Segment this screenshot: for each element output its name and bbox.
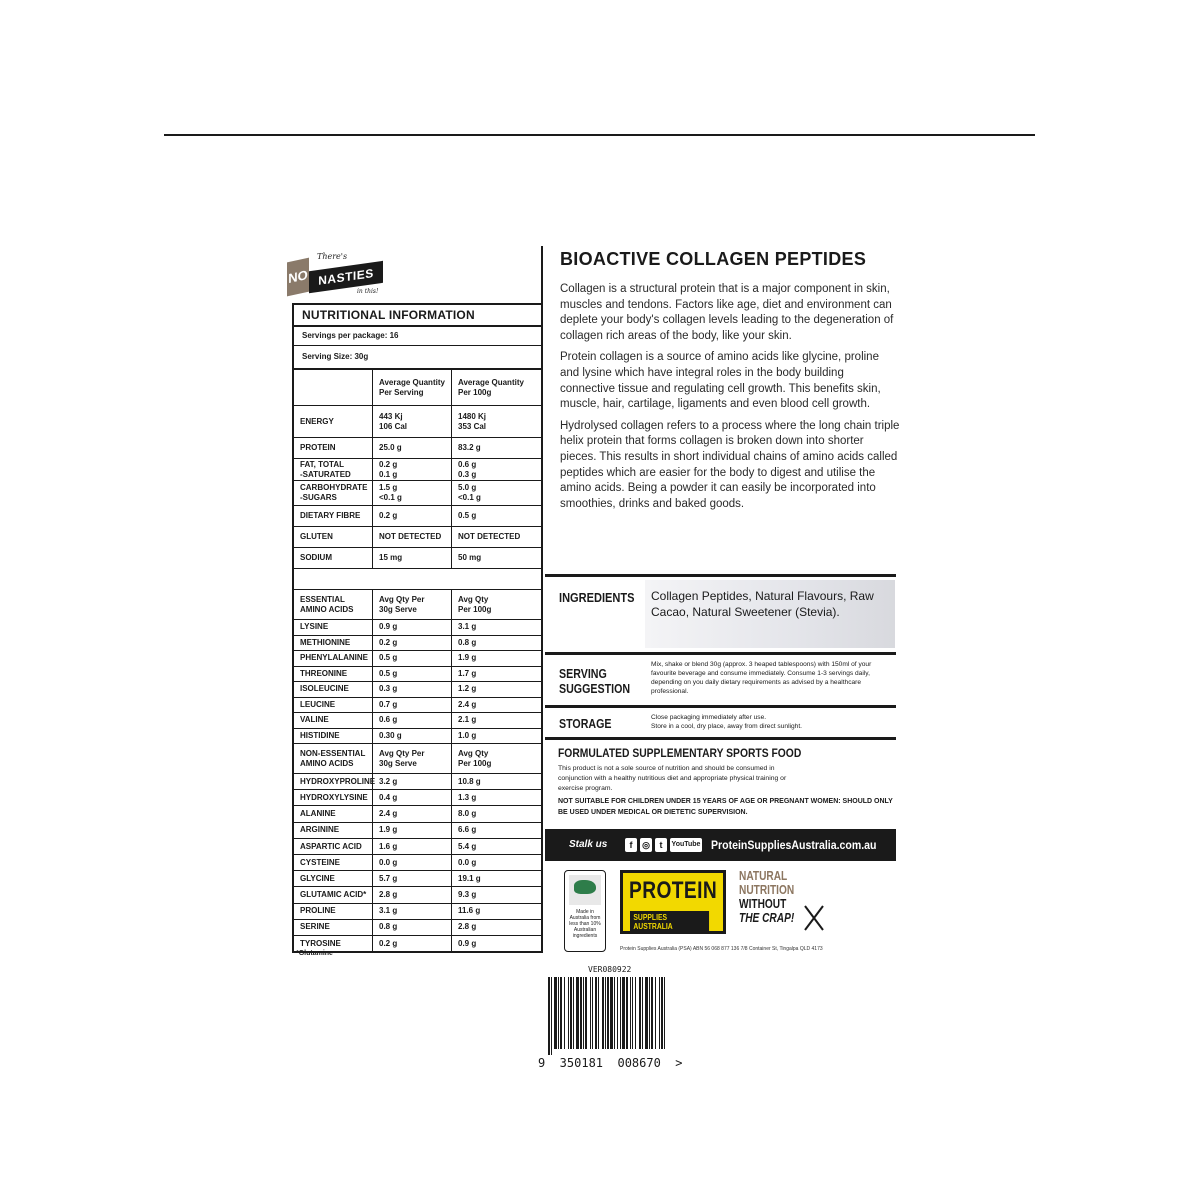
nutrient-serving: 3.2 g <box>372 774 452 790</box>
nutrient-name: ISOLEUCINE <box>294 682 372 698</box>
top-rule <box>164 134 1035 136</box>
nutrient-name: GLUTAMIC ACID* <box>294 887 372 903</box>
instagram-icon[interactable]: ◎ <box>640 838 652 852</box>
barcode-bar <box>659 977 660 1049</box>
nutrient-serving: 0.9 g <box>372 620 452 636</box>
nutrient-name: TYROSINE <box>294 936 372 952</box>
barcode-bar <box>573 977 574 1049</box>
facebook-icon[interactable]: f <box>625 838 637 852</box>
ingredients-text: Collagen Peptides, Natural Flavours, Raw Cacao, Natural Sweetener (Stevia). <box>651 589 874 619</box>
cross-mark-icon <box>802 902 826 934</box>
serving-size: Serving Size: 30g <box>294 346 541 370</box>
version-code: VER080922 <box>588 965 632 974</box>
barcode-bar <box>661 977 663 1049</box>
glutamine-footnote: *Glutamine <box>296 950 333 957</box>
psa-logo-sub: SUPPLIES AUSTRALIA <box>630 911 709 933</box>
nutrient-serving: 1.5 g <0.1 g <box>372 481 452 506</box>
nutrient-serving: 3.1 g <box>372 904 452 920</box>
nutrient-name: THREONINE <box>294 667 372 683</box>
nutrient-name: SERINE <box>294 920 372 936</box>
barcode-bar <box>583 977 584 1049</box>
nutrient-serving: 5.7 g <box>372 871 452 887</box>
nutrient-serving: 0.2 g <box>372 506 452 527</box>
storage-text: Close packaging immediately after use. Store in a cool, dry place, away from direct sunlight. <box>651 714 802 730</box>
description-paragraph-3: Hydrolysed collagen refers to a process where the long chain triple helix protein that forms collagen is broken down into shorter pieces. This results in short individual chains of amino acids called peptides which are easier for the body to digest and utilise the amino acids. Being a powder it can easily be incorporated into smoothies, drinks and baked goods. <box>560 419 900 510</box>
barcode-bar <box>558 977 559 1049</box>
servings-per-package: Servings per package: 16 <box>294 327 541 346</box>
fss-title: FORMULATED SUPPLEMENTARY SPORTS FOOD <box>558 746 802 760</box>
barcode-bar <box>664 977 665 1049</box>
nutrient-name: LYSINE <box>294 620 372 636</box>
storage-label: STORAGE <box>559 716 612 731</box>
barcode-number: 9 350181 008670 > <box>538 1056 683 1070</box>
barcode-bar <box>642 977 643 1049</box>
nutrient-per100: 83.2 g <box>452 438 541 459</box>
nutrient-serving: 0.8 g <box>372 920 452 936</box>
table-gap <box>294 569 541 590</box>
barcode-bar <box>626 977 628 1049</box>
nutrient-per100: 19.1 g <box>452 871 541 887</box>
col-header-serving: Average Quantity Per Serving <box>372 370 452 406</box>
nutrient-per100: 2.1 g <box>452 713 541 729</box>
barcode-bar <box>560 977 562 1049</box>
nutrient-name: CARBOHYDRATE -SUGARS <box>294 481 372 506</box>
nutrition-panel <box>292 303 543 953</box>
logo-small-top: There's <box>317 252 348 261</box>
barcode-bar <box>585 977 587 1049</box>
nutrient-serving: NOT DETECTED <box>372 527 452 548</box>
nutrient-per100: 11.6 g <box>452 904 541 920</box>
youtube-icon[interactable]: YouTube <box>670 838 702 852</box>
logo-no: NO <box>287 258 309 297</box>
serving-rule <box>545 652 896 655</box>
barcode-bar <box>610 977 613 1049</box>
nutrient-serving: 2.8 g <box>372 887 452 903</box>
barcode-bar <box>639 977 641 1049</box>
barcode-bar <box>651 977 653 1049</box>
nutrition-table <box>294 370 541 569</box>
nutrient-serving: 2.4 g <box>372 806 452 822</box>
nutrient-per100: NOT DETECTED <box>452 527 541 548</box>
description-paragraph-2: Protein collagen is a source of amino acids like glycine, proline and lysine which have integral roles in the body building connective tissue and regulating cell growth. This benefits skin, muscle, hair, cartilage, ligaments and even blood cell growth. <box>560 351 881 411</box>
barcode-bar <box>570 977 572 1049</box>
nutrient-per100: 1480 Kj 353 Cal <box>452 406 541 438</box>
nutrient-per100: 50 mg <box>452 548 541 569</box>
ingredients-label: INGREDIENTS <box>559 590 635 605</box>
barcode-bar <box>602 977 604 1049</box>
stalk-us-label: Stalk us <box>569 839 608 850</box>
nutrient-per100: 2.8 g <box>452 920 541 936</box>
nutrient-name: METHIONINE <box>294 636 372 652</box>
nutrition-title: NUTRITIONAL INFORMATION <box>294 305 541 327</box>
australian-made-text: Made in Australia from less than 10% Australian ingredients <box>569 909 601 939</box>
barcode-bar <box>635 977 636 1049</box>
barcode-bar <box>554 977 557 1049</box>
website-url[interactable]: ProteinSuppliesAustralia.com.au <box>711 838 877 852</box>
barcode-bar <box>614 977 615 1049</box>
nutrient-name: ASPARTIC ACID <box>294 839 372 855</box>
nutrient-name: ALANINE <box>294 806 372 822</box>
nutrient-name: FAT, TOTAL -SATURATED <box>294 459 372 481</box>
fss-warning: NOT SUITABLE FOR CHILDREN UNDER 15 YEARS OF AGE OR PREGNANT WOMEN: SHOULD ONLY BE USED UNDER MEDICAL OR DIETETIC SUPERVISION. <box>558 798 893 816</box>
psa-logo-protein: PROTEIN <box>629 877 718 904</box>
nutrient-per100: 1.7 g <box>452 667 541 683</box>
psa-logo <box>620 870 726 934</box>
natural-nutrition-slogan <box>739 869 794 925</box>
barcode-bar <box>576 977 579 1049</box>
nutrient-per100: 1.3 g <box>452 790 541 806</box>
nutrient-name: ARGININE <box>294 823 372 839</box>
nutrient-name: PHENYLALANINE <box>294 651 372 667</box>
slogan-line-4: THE CRAP! <box>739 910 795 925</box>
product-description <box>560 282 900 518</box>
barcode-bar <box>592 977 593 1049</box>
nutrient-serving: Avg Qty Per 30g Serve <box>372 744 452 774</box>
slogan-line-1: NATURAL <box>739 868 788 883</box>
ingredients-rule <box>545 574 896 577</box>
barcode-bar <box>590 977 591 1049</box>
nutrient-per100: 9.3 g <box>452 887 541 903</box>
nutrient-name: PROLINE <box>294 904 372 920</box>
essential-amino-table <box>294 590 541 744</box>
nutrient-name: DIETARY FIBRE <box>294 506 372 527</box>
fss-rule <box>545 737 896 740</box>
barcode-bar <box>568 977 569 1049</box>
nutrient-per100: 1.2 g <box>452 682 541 698</box>
nutrient-per100: 8.0 g <box>452 806 541 822</box>
barcode-bar <box>564 977 565 1049</box>
nutrient-name: ESSENTIAL AMINO ACIDS <box>294 590 372 620</box>
nutrient-name: PROTEIN <box>294 438 372 459</box>
slogan-line-2: NUTRITION <box>739 882 795 897</box>
barcode-bar <box>632 977 633 1049</box>
nutrient-serving: 0.7 g <box>372 698 452 714</box>
barcode-bar <box>655 977 656 1049</box>
logo-small-bottom: in this! <box>357 288 379 295</box>
barcode-icon <box>548 977 666 1055</box>
divider-vertical <box>541 246 543 953</box>
barcode-bar <box>548 977 550 1055</box>
nutrient-name: SODIUM <box>294 548 372 569</box>
australia-map-icon <box>574 880 596 894</box>
nutrient-serving: 0.3 g <box>372 682 452 698</box>
nutrient-per100: 2.4 g <box>452 698 541 714</box>
nutrient-per100: 0.9 g <box>452 936 541 952</box>
nutrient-name: HYDROXYPROLINE <box>294 774 372 790</box>
nutrient-serving: 25.0 g <box>372 438 452 459</box>
nonessential-amino-table <box>294 744 541 952</box>
no-nasties-logo <box>287 252 387 300</box>
storage-rule <box>545 705 896 708</box>
description-paragraph-1: Collagen is a structural protein that is a major component in skin, muscles and tendons. Factors like age, diet and environment can deplete your body's collagen levels leading to the degeneration of collagen rich areas of the body, like your skin. <box>560 283 894 342</box>
nutrient-serving: 0.2 g <box>372 636 452 652</box>
nutrient-per100: 3.1 g <box>452 620 541 636</box>
col-header-blank <box>294 370 372 406</box>
barcode-bar <box>645 977 648 1049</box>
nutrient-per100: 6.6 g <box>452 823 541 839</box>
nutrient-serving: 443 Kj 106 Cal <box>372 406 452 438</box>
barcode-bar <box>607 977 609 1049</box>
nutrient-serving: 1.6 g <box>372 839 452 855</box>
nutrient-per100: Avg Qty Per 100g <box>452 590 541 620</box>
abn-text: Protein Supplies Australia (PSA) ABN 56 068 877 136 7/8 Container St, Tingalpa QLD 4173 <box>620 946 823 952</box>
nutrient-per100: 5.4 g <box>452 839 541 855</box>
logo-nasties: NASTIES <box>309 261 383 293</box>
nutrient-per100: 0.0 g <box>452 855 541 871</box>
barcode-bar <box>617 977 618 1049</box>
nutrient-serving: 1.9 g <box>372 823 452 839</box>
barcode-bar <box>580 977 582 1049</box>
barcode-bar <box>551 977 552 1055</box>
barcode-bar <box>622 977 625 1049</box>
nutrient-serving: 0.0 g <box>372 855 452 871</box>
nutrient-name: NON-ESSENTIAL AMINO ACIDS <box>294 744 372 774</box>
nutrient-serving: 0.2 g <box>372 936 452 952</box>
nutrient-serving: Avg Qty Per 30g Serve <box>372 590 452 620</box>
product-title: BIOACTIVE COLLAGEN PEPTIDES <box>560 249 867 269</box>
nutrient-name: HYDROXYLYSINE <box>294 790 372 806</box>
nutrient-serving: 0.2 g 0.1 g <box>372 459 452 481</box>
serving-text: Mix, shake or blend 30g (approx. 3 heaped tablespoons) with 150ml of your favourite beverage and consume immediately. Consume 1-3 servings daily, depending on you daily dietary requirements as advised by a healthcare professional. <box>651 661 872 695</box>
nutrient-name: HISTIDINE <box>294 729 372 745</box>
nutrient-per100: 0.5 g <box>452 506 541 527</box>
nutrient-per100: 1.9 g <box>452 651 541 667</box>
australian-made-logo <box>564 870 606 952</box>
nutrient-serving: 0.6 g <box>372 713 452 729</box>
nutrient-serving: 0.30 g <box>372 729 452 745</box>
nutrient-name: CYSTEINE <box>294 855 372 871</box>
barcode-bar <box>605 977 606 1049</box>
col-header-per100: Average Quantity Per 100g <box>452 370 541 406</box>
barcode-bar <box>595 977 597 1049</box>
nutrient-per100: 0.8 g <box>452 636 541 652</box>
nutrient-name: ENERGY <box>294 406 372 438</box>
nutrient-name: GLUTEN <box>294 527 372 548</box>
nutrient-per100: 5.0 g <0.1 g <box>452 481 541 506</box>
nutrient-name: LEUCINE <box>294 698 372 714</box>
social-bar <box>545 829 896 861</box>
serving-label: SERVING SUGGESTION <box>559 666 631 696</box>
nutrient-serving: 0.4 g <box>372 790 452 806</box>
barcode-bar <box>649 977 650 1049</box>
nutrient-serving: 15 mg <box>372 548 452 569</box>
nutrient-per100: 1.0 g <box>452 729 541 745</box>
fss-text: This product is not a sole source of nutrition and should be consumed in conjunction with a healthy nutritious diet and appropriate physical training or exercise program. <box>558 765 787 792</box>
nutrient-per100: 10.8 g <box>452 774 541 790</box>
barcode-bar <box>620 977 621 1049</box>
nutrient-per100: 0.6 g 0.3 g <box>452 459 541 481</box>
twitter-icon[interactable]: t <box>655 838 667 852</box>
nutrient-serving: 0.5 g <box>372 667 452 683</box>
nutrient-name: GLYCINE <box>294 871 372 887</box>
nutrient-name: VALINE <box>294 713 372 729</box>
nutrient-per100: Avg Qty Per 100g <box>452 744 541 774</box>
slogan-line-3: WITHOUT <box>739 896 787 911</box>
nutrient-serving: 0.5 g <box>372 651 452 667</box>
barcode-bar <box>598 977 599 1049</box>
barcode-bar <box>630 977 631 1049</box>
